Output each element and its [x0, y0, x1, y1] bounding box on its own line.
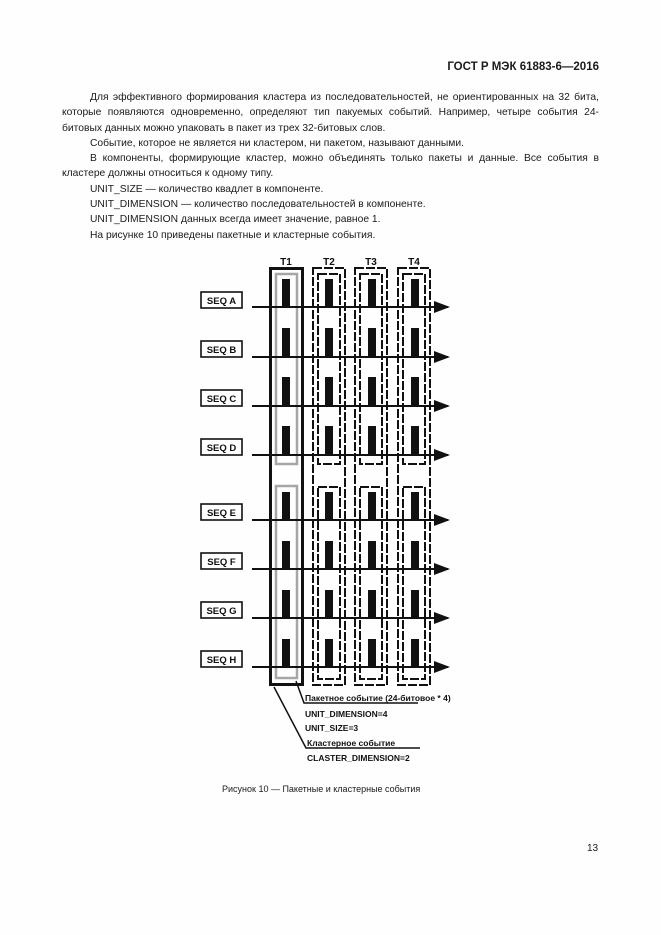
- annotation-unit-dimension: UNIT_DIMENSION=4: [305, 709, 388, 719]
- paragraph-1: Для эффективного формирования кластера из последовательностей, не ориентированных на 32 бита, которые появляются одновременно, определяют тип пакуемых событий. Например, четыре события 24-битовых данных можно упаковать в пакет из трех 32-битовых слов.: [62, 92, 599, 134]
- annotation-unit-size: UNIT_SIZE=3: [305, 723, 359, 733]
- annotation-cluster-event: Кластерное событие: [307, 738, 396, 748]
- seq-label-f: SEQ F: [207, 557, 236, 568]
- paragraph-3: В компоненты, формирующие кластер, можно объединять только пакеты и данные. Все события в кластере должны относиться к одному типу.: [62, 153, 599, 180]
- seq-label-c: SEQ C: [206, 394, 237, 405]
- paragraph-7: На рисунке 10 приведены пакетные и кластерные события.: [90, 229, 376, 241]
- seq-label-e: SEQ E: [206, 508, 237, 519]
- seq-label-b: SEQ B: [206, 345, 237, 356]
- document-header: ГОСТ Р МЭК 61883-6—2016: [447, 61, 599, 73]
- column-label-t1: T1: [280, 257, 292, 268]
- annotation-cluster-dimension: CLASTER_DIMENSION=2: [307, 753, 410, 763]
- paragraph-2: Событие, которое не является ни кластером, ни пакетом, называют данными.: [90, 137, 464, 149]
- figure-caption: Рисунок 10 — Пакетные и кластерные события: [222, 784, 421, 794]
- column-label-t3: T3: [365, 257, 377, 268]
- paragraph-6: UNIT_DIMENSION данных всегда имеет значение, равное 1.: [90, 214, 381, 226]
- seq-label-h: SEQ H: [206, 655, 237, 666]
- seq-label-g: SEQ G: [206, 606, 237, 617]
- seq-label-d: SEQ D: [206, 443, 237, 454]
- paragraph-4: UNIT_SIZE — количество квадлет в компоненте.: [90, 183, 324, 195]
- seq-label-a: SEQ A: [206, 296, 237, 307]
- column-label-t4: T4: [408, 257, 420, 268]
- annotation-packet-event: Пакетное событие (24-битовое * 4): [305, 693, 451, 703]
- column-label-t2: T2: [323, 257, 335, 268]
- paragraph-5: UNIT_DIMENSION — количество последовательностей в компоненте.: [90, 199, 426, 211]
- page-number: 13: [587, 843, 599, 854]
